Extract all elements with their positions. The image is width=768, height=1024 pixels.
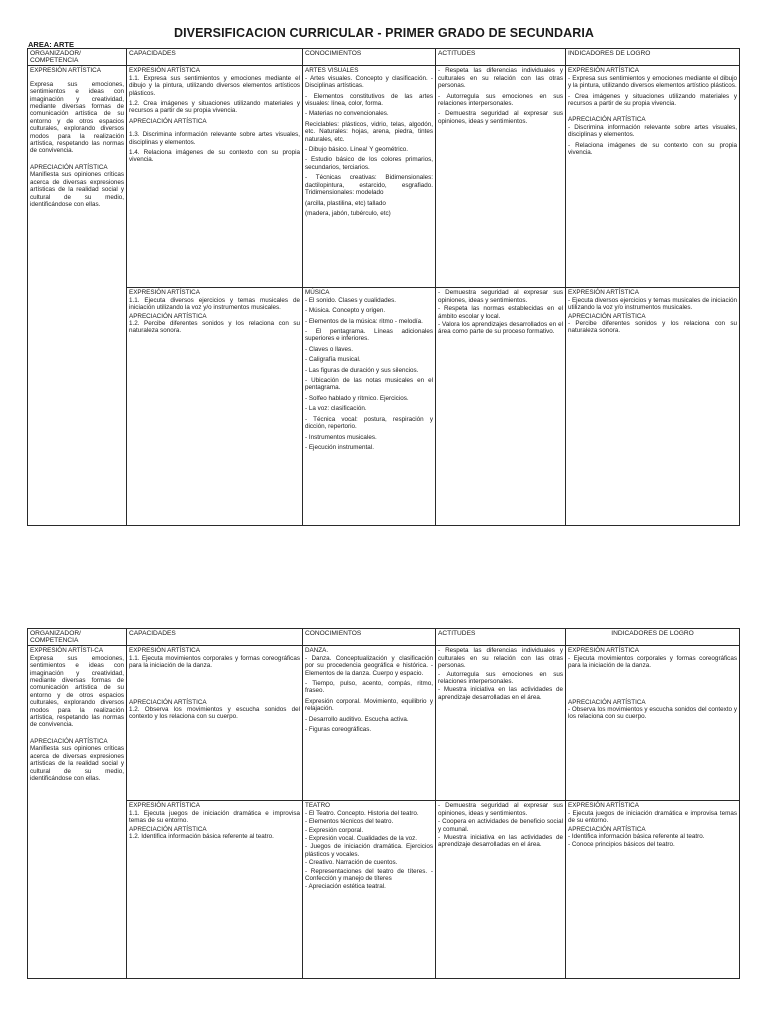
conocimiento-item: - Expresión vocal. Cualidades de la voz. — [305, 835, 418, 843]
section-heading: EXPRESIÓN ARTÍSTICA — [129, 647, 200, 655]
section-heading: ARTES VISUALES — [305, 67, 359, 75]
indicador-item: - Crea imágenes y situaciones utilizando materiales y recursos a partir de su propia vivencia. — [568, 92, 737, 108]
header-indicadores: INDICADORES DE LOGRO — [566, 629, 740, 646]
capacidad-item: 1.2. Observa los movimientos y escucha sonidos del contexto y los relaciona con su cuerpo. — [129, 706, 300, 721]
capacidades-cell — [127, 66, 303, 288]
section-heading: APRECIACIÓN ARTÍSTICA — [129, 117, 207, 125]
section-heading: EXPRESIÓN ARTÍSTICA — [568, 647, 639, 655]
document-title: DIVERSIFICACION CURRICULAR - PRIMER GRADO DE SECUNDARIA — [173, 26, 595, 40]
conocimiento-item: - El sonido. Clases y cualidades. — [305, 296, 397, 304]
section-heading: APRECIACIÓN ARTÍSTICA — [568, 116, 646, 124]
conocimiento-item: - El pentagrama. Líneas adicionales superiores e inferiores. — [305, 328, 433, 343]
conocimiento-item: - Elementos técnicos del teatro. — [305, 818, 394, 826]
conocimiento-item: - Dibujo básico. Línea! Y geométrico. — [305, 146, 409, 154]
conocimiento-item: - Ejecución instrumental. — [305, 443, 374, 451]
competencia-text: Expresa sus emociones, sentimientos e ideas con imaginación y creatividad, mediante diversas formas de comunicación artística de su entorno y de otros espacios culturales, explorando diversos modos para la realización artística, respetando las normas de convivencia. — [30, 654, 124, 729]
section-heading: MÚSICA — [305, 289, 330, 297]
header-actitudes: ACTITUDES — [436, 49, 566, 66]
conocimiento-item: - Música. Concepto y origen. — [305, 307, 386, 315]
section-heading: EXPRESIÓN ARTÍSTI-CA — [30, 647, 104, 655]
indicador-item: - Ejecuta juegos de iniciación dramática e improvisa temas de su entorno. — [568, 809, 737, 825]
actitudes-cell — [436, 801, 566, 979]
conocimiento-item: - Danza. Conceptualización y clasificación por su procedencia geográfica e histórica. - Elementos de la danza. Cuerpo y espacio. — [305, 654, 433, 677]
conocimiento-item: - Desarrollo auditivo. Escucha activa. — [305, 715, 409, 723]
section-heading: APRECIACIÓN ARTÍSTICA — [129, 698, 207, 706]
section-heading: APRECIACIÓN ARTÍSTICA — [30, 737, 108, 745]
conocimiento-item: - Técnica vocal: postura, respiración y dicción, repertorio. — [305, 415, 433, 431]
actitud-item: - Muestra iniciativa en las actividades de aprendizaje desarrolladas en el área. — [438, 686, 563, 701]
conocimiento-item: - Juegos de iniciación dramática. Ejercicios plásticos y vocales. — [305, 843, 433, 858]
actitud-item: - Autorregula sus emociones en sus relaciones interpersonales. — [438, 670, 563, 686]
section-heading: DANZA. — [305, 647, 329, 655]
indicador-item: - Percibe diferentes sonidos y los relaciona con su naturaleza sonora. — [568, 320, 737, 335]
conocimiento-item: - La voz: clasificación. — [305, 405, 367, 413]
capacidades-cell — [127, 646, 303, 801]
table-row — [28, 646, 740, 801]
actitud-item: - Respeta las normas establecidas en el ámbito escolar y local. — [438, 305, 563, 320]
conocimiento-item: - Elementos de la música: ritmo - melodía. — [305, 317, 423, 325]
indicadores-cell — [566, 646, 740, 801]
capacidad-item: 1.1. Ejecuta diversos ejercicios y temas musicales de iniciación utilizando la voz y/o instrumentos musicales. — [129, 296, 300, 312]
indicador-item: - Relaciona imágenes de su contexto con su propia vivencia. — [568, 141, 737, 157]
section-heading: EXPRESIÓN ARTÍSTICA — [129, 289, 200, 297]
header-conocimientos: CONOCIMIENTOS — [303, 49, 436, 66]
conocimientos-cell — [303, 646, 436, 801]
table-row — [28, 801, 740, 979]
header-capacidades: CAPACIDADES — [127, 49, 303, 66]
curriculum-table-1 — [27, 48, 740, 526]
organizador-cell — [28, 646, 127, 979]
conocimiento-item: - Las figuras de duración y sus silencios. — [305, 366, 419, 374]
section-heading: APRECIACIÓN ARTÍSTICA — [129, 825, 207, 833]
capacidad-item: 1.4. Relaciona imágenes de su contexto con su propia vivencia. — [129, 149, 300, 164]
capacidad-item: 1.1. Ejecuta movimientos corporales y formas coreográficas para la iniciación de la danza. — [129, 654, 300, 670]
indicadores-cell — [566, 66, 740, 288]
conocimiento-item: - Materias no convencionales. — [305, 110, 389, 118]
conocimiento-item: - Instrumentos musicales. — [305, 433, 377, 441]
conocimiento-item: (madera, jabón, tubérculo, etc) — [305, 209, 391, 217]
conocimientos-cell — [303, 801, 436, 979]
conocimiento-item: - Figuras coreográficas. — [305, 726, 372, 734]
capacidad-item: 1.2. Percibe diferentes sonidos y los relaciona con su naturaleza sonora. — [129, 320, 300, 335]
actitud-item: - Muestra iniciativa en las actividades de aprendizaje desarrolladas en el área. — [438, 834, 563, 849]
capacidad-item: 1.2. Identifica información básica referente al teatro. — [129, 833, 274, 841]
table-row — [28, 288, 740, 526]
actitudes-cell — [436, 66, 566, 288]
table-header-row — [28, 49, 740, 66]
actitud-item: - Valora los aprendizajes desarrollados en el área como parte de su proceso formativo. — [438, 321, 563, 336]
conocimiento-item: - Técnicas creativas: Bidimensionales: dactilopintura, estarcido, esgrafiado. Tridimensionales: modelado — [305, 174, 433, 197]
organizador-cell — [28, 66, 127, 526]
conocimiento-item: - Apreciación estética teatral. — [305, 883, 386, 891]
conocimiento-item: Expresión corporal. Movimiento, equilibrio y relajación. — [305, 697, 433, 713]
indicador-item: - Identifica información básica referente al teatro. — [568, 833, 705, 841]
capacidad-item: 1.1. Ejecuta juegos de iniciación dramática e improvisa temas de su entorno. — [129, 809, 300, 825]
conocimiento-item: - Ubicación de las notas musicales en el pentagrama. — [305, 377, 433, 392]
header-conocimientos: CONOCIMIENTOS — [303, 629, 436, 646]
indicador-item: - Conoce principios básicos del teatro. — [568, 841, 675, 849]
conocimiento-item: (arcilla, plastilina, etc) tallado — [305, 199, 386, 207]
area-label: AREA: ARTE — [28, 40, 74, 49]
actitud-item: - Coopera en actividades de beneficio social y comunal. — [438, 818, 563, 833]
indicador-item: - Observa los movimientos y escucha sonidos del contexto y los relaciona con su cuerpo. — [568, 706, 737, 721]
conocimiento-item: Reciclables: plásticos, vidrio, telas, algodón, etc. Naturales: hojas, arena, piedra, tintes naturales, etc. — [305, 120, 433, 143]
conocimiento-item: - El Teatro. Concepto. Historia del teatro. — [305, 809, 419, 817]
indicador-item: - Expresa sus sentimientos y emociones mediante el dibujo y la pintura, utilizando diversos elementos artístico plásticos. — [568, 74, 737, 90]
section-heading: EXPRESIÓN ARTÍSTICA — [568, 67, 639, 75]
section-heading: EXPRESIÓN ARTÍSTICA — [30, 67, 101, 75]
conocimiento-item: - Caligrafía musical. — [305, 356, 361, 364]
header-indicadores: INDICADORES DE LOGRO — [566, 49, 740, 66]
indicador-item: - Ejecuta diversos ejercicios y temas musicales de iniciación utilizando la voz y/o instrumentos musicales. — [568, 296, 737, 312]
table-header-row — [28, 629, 740, 646]
capacidad-item: 1.1. Expresa sus sentimientos y emociones mediante el dibujo y la pintura, utilizando diversos elementos artísticos plásticos. — [129, 74, 300, 97]
header-capacidades: CAPACIDADES — [127, 629, 303, 646]
conocimiento-item: - Solfeo hablado y rítmico. Ejercicios. — [305, 394, 409, 402]
conocimiento-item: - Representaciones del teatro de títeres. - Confección y manejo de títeres — [305, 867, 433, 883]
section-heading: APRECIACIÓN ARTÍSTICA — [30, 163, 108, 171]
section-heading: APRECIACIÓN ARTÍSTICA — [568, 825, 646, 833]
competencia-text: Manifiesta sus opiniones críticas acerca de diversas expresiones artísticas de la realidad social y cultural de su medio, identificándose con ellas. — [30, 171, 124, 208]
actitud-item: - Demuestra seguridad al expresar sus opiniones, ideas y sentimientos. — [438, 110, 563, 125]
conocimiento-item: - Creativo. Narración de cuentos. — [305, 859, 398, 867]
indicador-item: - Ejecuta movimientos corporales y formas coreográficas para la iniciación de la danza. — [568, 654, 737, 670]
section-heading: APRECIACIÓN ARTÍSTICA — [129, 312, 207, 320]
competencia-text: Manifiesta sus opiniones críticas acerca de diversas expresiones artísticas de la realidad social y cultural de su medio, identificándose con ellas. — [30, 745, 124, 782]
section-heading: EXPRESIÓN ARTÍSTICA — [129, 67, 200, 75]
capacidades-cell — [127, 801, 303, 979]
competencia-text: Expresa sus emociones, sentimientos e ideas con imaginación y creatividad, mediante diversas formas de comunicación artística de su entorno y de otros espacios culturales, explorando diversos modos para la realización artística, respetando las normas de convivencia. — [30, 80, 124, 155]
conocimiento-item: - Claves o llaves. — [305, 345, 353, 353]
header-organizador: ORGANIZADOR/ COMPETENCIA — [28, 629, 127, 646]
conocimiento-item: - Expresión corporal. — [305, 826, 364, 834]
indicador-item: - Discrimina información relevante sobre artes visuales, disciplinas y elementos. — [568, 123, 737, 139]
indicadores-cell — [566, 288, 740, 526]
conocimientos-cell — [303, 288, 436, 526]
conocimiento-item: - Artes visuales. Concepto y clasificación. - Disciplinas artísticas. — [305, 74, 433, 90]
actitudes-cell — [436, 288, 566, 526]
actitudes-cell — [436, 646, 566, 801]
capacidad-item: 1.3. Discrimina información relevante sobre artes visuales, disciplinas y elementos. — [129, 131, 300, 146]
conocimiento-item: - Tiempo, pulso, acento, compás, ritmo, fraseo. — [305, 680, 433, 695]
conocimiento-item: - Estudio básico de los colores primarios, secundarios, terciarios. — [305, 156, 433, 171]
indicadores-cell — [566, 801, 740, 979]
section-heading: EXPRESIÓN ARTÍSTICA — [568, 802, 639, 810]
capacidades-cell — [127, 288, 303, 526]
capacidad-item: 1.2. Crea imágenes y situaciones utilizando materiales y recursos a partir de su propia vivencia. — [129, 100, 300, 115]
section-heading: APRECIACIÓN ARTÍSTICA — [568, 698, 646, 706]
header-organizador: ORGANIZADOR/ COMPETENCIA — [28, 49, 127, 66]
section-heading: TEATRO — [305, 802, 331, 810]
actitud-item: - Demuestra seguridad al expresar sus opiniones, ideas y sentimientos. — [438, 289, 563, 304]
table-row — [28, 66, 740, 288]
section-heading: EXPRESIÓN ARTÍSTICA — [129, 802, 200, 810]
section-heading: APRECIACIÓN ARTÍSTICA — [568, 312, 646, 320]
actitud-item: - Respeta las diferencias individuales y culturales en su relación con las otras personas. — [438, 647, 563, 670]
curriculum-table-2 — [27, 628, 740, 979]
actitud-item: - Demuestra seguridad al expresar sus opiniones, ideas y sentimientos. — [438, 802, 563, 817]
actitud-item: - Respeta las diferencias individuales y culturales en su relación con las otras personas. — [438, 67, 563, 90]
conocimientos-cell — [303, 66, 436, 288]
conocimiento-item: - Elementos constitutivos de las artes visuales: línea, color, forma. — [305, 92, 433, 108]
actitud-item: - Autorregula sus emociones en sus relaciones interpersonales. — [438, 92, 563, 108]
header-actitudes: ACTITUDES — [436, 629, 566, 646]
section-heading: EXPRESIÓN ARTÍSTICA — [568, 289, 639, 297]
